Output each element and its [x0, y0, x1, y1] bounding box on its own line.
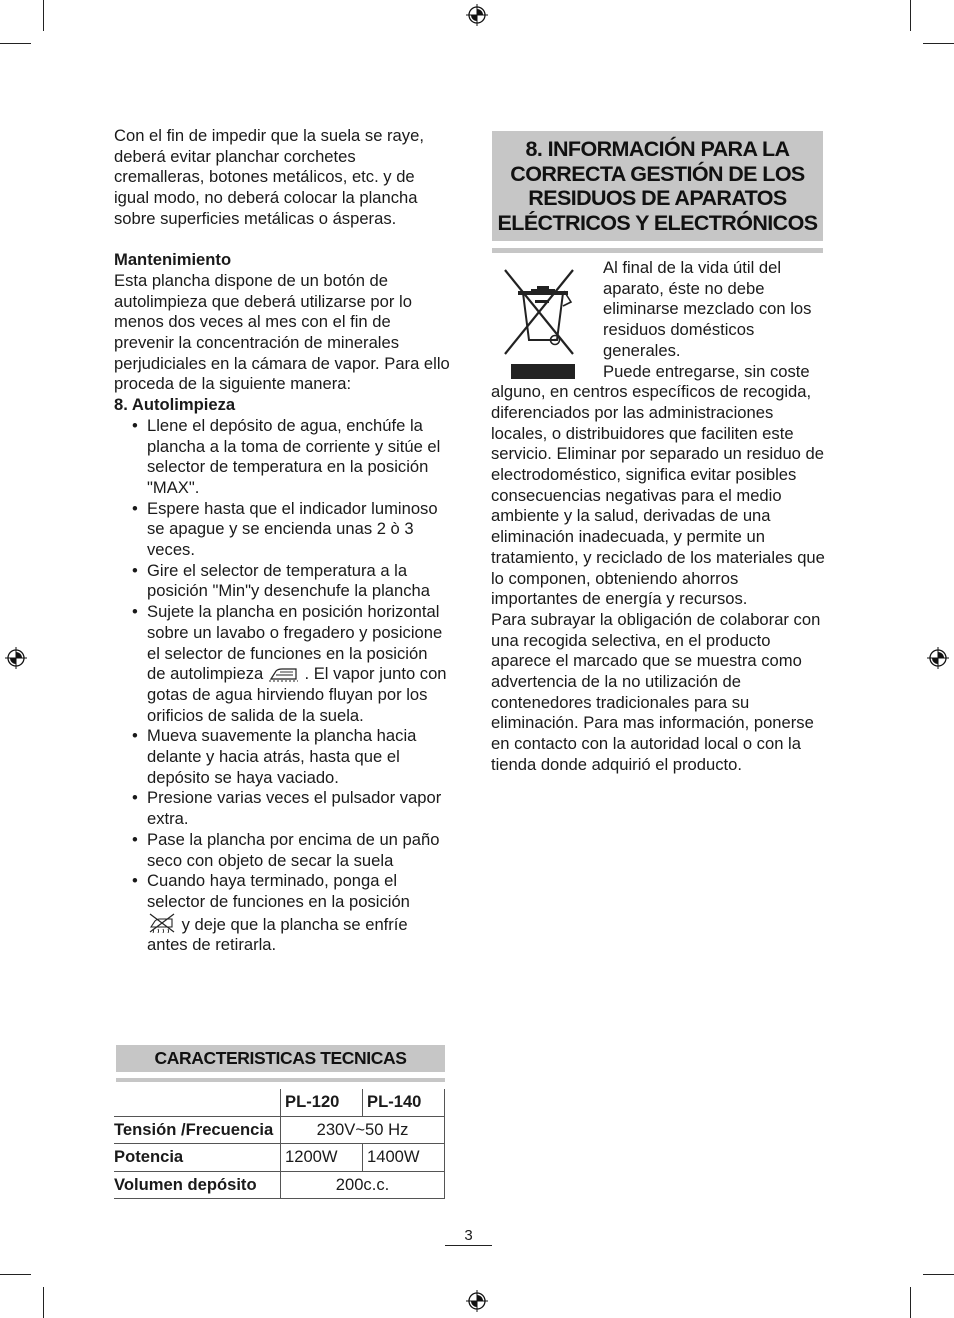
selfclean-heading: 8. Autolimpieza [114, 395, 236, 415]
list-item [147, 561, 450, 602]
divider [492, 248, 823, 253]
spec-table [114, 1089, 445, 1199]
registration-mark-icon [927, 647, 949, 669]
left-column [114, 126, 450, 956]
list-item-text: . El vapor junto con gotas de agua hirviendo fluyan por los orificios de salida de la suela. [147, 664, 447, 725]
table-row [114, 1116, 445, 1144]
crop-mark [910, 1287, 911, 1318]
table-cell [114, 1089, 281, 1116]
list-item [147, 499, 450, 561]
weee-paragraph-1: Al final de la vida útil del aparato, éste no debe eliminarse mezclado con los residuos domésticos generales. [603, 258, 812, 360]
crop-mark [0, 1274, 31, 1275]
list-item-text: Pase la plancha por encima de un paño seco con objeto de secar la suela [147, 829, 440, 870]
tech-specs-title: CARACTERISTICAS TECNICAS [116, 1045, 445, 1072]
list-item [147, 602, 450, 726]
maintenance-paragraph: Esta plancha dispone de un botón de autolimpieza que deberá utilizarse por lo menos dos veces al mes con el fin de prevenir la concentración de minerales perjudiciales en la cámara de vapor. Para ello proceda de la siguiente manera: [114, 270, 450, 394]
registration-mark-icon [466, 1290, 488, 1312]
table-cell: 200c.c. [281, 1171, 445, 1199]
table-cell: 1400W [363, 1144, 445, 1172]
row-label: Volumen depósito [114, 1171, 281, 1199]
selfclean-steps [114, 416, 450, 956]
registration-mark-icon [466, 4, 488, 26]
list-item [147, 788, 450, 829]
crop-mark [43, 0, 44, 31]
list-item-text: y deje que la plancha se enfríe antes de retirarla. [147, 914, 408, 955]
list-item-text: Llene el depósito de agua, enchúfe la plancha a la toma de corriente y sitúe el selector de temperatura en la posición "MAX". [147, 415, 441, 497]
list-item [147, 830, 450, 871]
page-number: 3 [445, 1226, 492, 1246]
model-header: PL-140 [363, 1089, 445, 1116]
table-row [114, 1144, 445, 1172]
table-cell: 230V~50 Hz [281, 1116, 445, 1144]
crossed-out-wheelie-bin-icon [491, 262, 603, 380]
weee-section-title [492, 131, 823, 241]
crop-mark [910, 0, 911, 31]
table-cell: 1200W [281, 1144, 363, 1172]
steam-off-icon [147, 913, 177, 933]
row-label: Tensión /Frecuencia [114, 1116, 281, 1144]
divider [116, 1078, 445, 1082]
list-item-text: Mueva suavemente la plancha hacia delante y hacia atrás, hasta que el depósito se haya vaciado. [147, 726, 417, 787]
maintenance-heading: Mantenimiento [114, 250, 232, 270]
registration-mark-icon [5, 647, 27, 669]
crop-mark [923, 1274, 954, 1275]
list-item [147, 726, 450, 788]
list-item-text: Sujete la plancha en posición horizontal sobre un lavabo o fregadero y posicione el selector de funciones en la posición de autolimpieza [147, 602, 443, 684]
list-item [147, 871, 450, 956]
right-column [491, 258, 827, 776]
intro-paragraph: Con el fin de impedir que la suela se raye, deberá evitar planchar corchetes cremalleras, botones metálicos, etc. y de igual modo, no deberá colocar la plancha sobre superficies metálicas o ásperas. [114, 126, 424, 228]
table-row [114, 1171, 445, 1199]
crop-mark [0, 43, 31, 44]
table-row [114, 1089, 445, 1116]
row-label: Potencia [114, 1144, 281, 1172]
weee-paragraph-2: Puede entregarse, sin coste alguno, en centros específicos de recogida, diferenciados por las administraciones locales, o distribuidores que faciliten este servicio. Eliminar por separado un residuo de electrodoméstico, significa evitar posibles consecuencias negativas para el medio ambiente y la salud, derivadas de una eliminación inadecuada, y permite un tratamiento, y reciclado de los materiales que lo componen, obteniendo ahorros importantes de energía y recursos. [491, 361, 825, 609]
list-item-text: Cuando haya terminado, ponga el selector de funciones en la posición [147, 871, 410, 911]
list-item-text: Gire el selector de temperatura a la posición "Min"y desenchufe la plancha [147, 560, 430, 601]
crop-mark [43, 1287, 44, 1318]
list-item [147, 416, 450, 499]
list-item-text: Presione varias veces el pulsador vapor extra. [147, 788, 442, 829]
list-item-text: Espere hasta que el indicador luminoso se apague y se encienda unas 2 ò 3 veces. [147, 498, 438, 560]
crop-mark [923, 43, 954, 44]
weee-section-title-text: 8. INFORMACIÓN PARA LA CORRECTA GESTIÓN DE LOS RESIDUOS DE APARATOS ELÉCTRICOS Y ELECTRÓNICOS [497, 137, 818, 235]
iron-selfclean-icon [268, 666, 300, 682]
model-header: PL-120 [281, 1089, 363, 1116]
weee-paragraph-3: Para subrayar la obligación de colaborar con una recogida selectiva, en el producto aparece el marcado que se muestra como advertencia de la no utilización de contenedores tradicionales para su eliminación. Para mas información, ponerse en contacto con la autoridad local o con la tienda donde adquirió el producto. [491, 609, 821, 774]
